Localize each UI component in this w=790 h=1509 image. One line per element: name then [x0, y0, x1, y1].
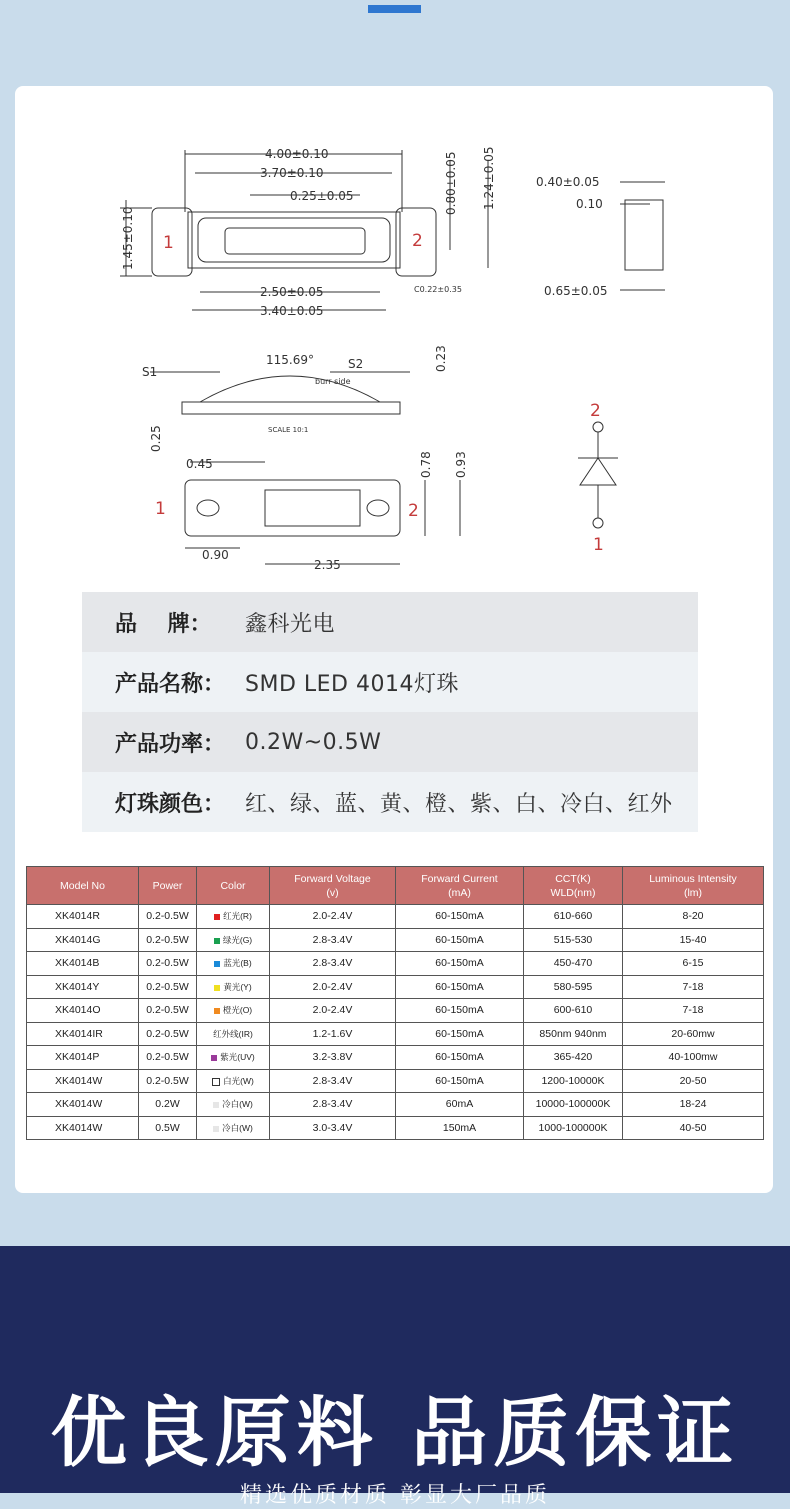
- color-label: 绿光(G): [222, 934, 253, 945]
- table-cell: 60mA: [396, 1093, 524, 1117]
- table-cell: 0.2-0.5W: [139, 952, 197, 976]
- table-cell: 2.8-3.4V: [270, 928, 396, 952]
- table-cell: 40-50: [623, 1116, 764, 1140]
- table-cell: 0.2W: [139, 1093, 197, 1117]
- spec-row-brand: [82, 592, 698, 652]
- pin-label-2: 2: [590, 401, 601, 421]
- table-cell: 40-100mw: [623, 1046, 764, 1070]
- table-cell: 600-610: [524, 999, 623, 1023]
- table-header-cell: Forward Current (mA): [396, 867, 524, 905]
- table-cell: 8-20: [623, 905, 764, 929]
- spec-row-power: [82, 712, 698, 772]
- table-cell: 3.2-3.8V: [270, 1046, 396, 1070]
- color-label: 紫光(UV): [220, 1052, 255, 1063]
- table-row: [27, 1116, 764, 1140]
- pin-label-2: 2: [412, 231, 423, 251]
- table-cell: XK4014W: [27, 1069, 139, 1093]
- table-cell: [197, 1116, 270, 1140]
- table-cell: 0.2-0.5W: [139, 1022, 197, 1046]
- spec-list: [82, 592, 698, 832]
- table-header-row: [27, 867, 764, 905]
- dim-text: 0.23: [434, 345, 448, 372]
- pin-label-1: 1: [163, 233, 174, 253]
- package-body: [188, 212, 400, 268]
- table-cell: 0.2-0.5W: [139, 928, 197, 952]
- dim-text: C0.22±0.35: [414, 285, 462, 294]
- table-cell: XK4014G: [27, 928, 139, 952]
- dimension-drawing: [90, 140, 710, 580]
- table-cell: 2.8-3.4V: [270, 952, 396, 976]
- spec-value: 鑫科光电: [245, 611, 336, 637]
- profile-dome: [200, 376, 380, 402]
- spec-label: 品 牌：: [115, 611, 212, 637]
- bottom-pad-hole-right: [367, 500, 389, 516]
- table-cell: [197, 1022, 270, 1046]
- drawing-svg: [90, 140, 710, 580]
- table-cell: 60-150mA: [396, 975, 524, 999]
- color-swatch-icon: [214, 985, 220, 991]
- dim-text: burr side: [315, 377, 351, 386]
- color-label: 白光(W): [223, 1075, 254, 1086]
- table-row: [27, 1022, 764, 1046]
- spec-value: 0.2W~0.5W: [245, 729, 382, 755]
- table-cell: 60-150mA: [396, 952, 524, 976]
- table-cell: 15-40: [623, 928, 764, 952]
- table-row: [27, 952, 764, 976]
- table-cell: 0.2-0.5W: [139, 905, 197, 929]
- table-header-cell: Luminous Intensity (lm): [623, 867, 764, 905]
- table-cell: 365-420: [524, 1046, 623, 1070]
- dim-text: 0.80±0.05: [444, 151, 458, 215]
- table-cell: 0.5W: [139, 1116, 197, 1140]
- table-cell: XK4014P: [27, 1046, 139, 1070]
- dim-text: 1.45±0.10: [121, 206, 135, 270]
- lens-inner: [225, 228, 365, 254]
- table-cell: 3.0-3.4V: [270, 1116, 396, 1140]
- table-cell: 2.0-2.4V: [270, 905, 396, 929]
- table-header-cell: CCT(K) WLD(nm): [524, 867, 623, 905]
- table-cell: [197, 905, 270, 929]
- table-cell: 850nm 940nm: [524, 1022, 623, 1046]
- table-header-cell: Model No: [27, 867, 139, 905]
- table-cell: [197, 975, 270, 999]
- dim-text: 3.70±0.10: [260, 166, 324, 180]
- table-cell: 10000-100000K: [524, 1093, 623, 1117]
- dim-text: SCALE 10:1: [268, 426, 309, 434]
- table-cell: 7-18: [623, 975, 764, 999]
- dim-text: 0.25±0.05: [290, 189, 354, 203]
- diode-anode-pin: [593, 422, 603, 432]
- table-cell: 1000-100000K: [524, 1116, 623, 1140]
- table-cell: [197, 1046, 270, 1070]
- table-cell: 515-530: [524, 928, 623, 952]
- bottom-view-outline: [185, 480, 400, 536]
- spec-value: 红、绿、蓝、黄、橙、紫、白、冷白、红外: [245, 791, 673, 817]
- dim-text: S1: [142, 365, 158, 379]
- dim-text: 0.90: [202, 548, 229, 562]
- table-cell: 60-150mA: [396, 1046, 524, 1070]
- color-swatch-icon: [212, 1078, 220, 1086]
- pin-label-2: 2: [408, 501, 419, 521]
- table-cell: 150mA: [396, 1116, 524, 1140]
- table-cell: [197, 952, 270, 976]
- table-cell: 0.2-0.5W: [139, 999, 197, 1023]
- table-header-cell: Power: [139, 867, 197, 905]
- dim-text: 0.10: [576, 197, 603, 211]
- profile-base: [182, 402, 400, 414]
- table-cell: 1200-10000K: [524, 1069, 623, 1093]
- color-label: 蓝光(B): [223, 958, 252, 969]
- table-cell: 0.2-0.5W: [139, 1069, 197, 1093]
- table-cell: 1.2-1.6V: [270, 1022, 396, 1046]
- table-header-cell: Forward Voltage (v): [270, 867, 396, 905]
- spec-label: 产品名称：: [115, 671, 226, 697]
- pin-label-1: 1: [593, 535, 604, 555]
- table-body: [27, 905, 764, 1140]
- dim-text: 0.65±0.05: [544, 284, 608, 298]
- dim-text: 2.50±0.05: [260, 285, 324, 299]
- color-label: 冷白(W): [222, 1099, 253, 1110]
- table-row: [27, 1093, 764, 1117]
- table-cell: 2.0-2.4V: [270, 999, 396, 1023]
- color-swatch-icon: [214, 961, 220, 967]
- dim-text: S2: [348, 357, 364, 371]
- table-cell: XK4014Y: [27, 975, 139, 999]
- table-cell: 2.0-2.4V: [270, 975, 396, 999]
- table-cell: 60-150mA: [396, 1069, 524, 1093]
- table-cell: [197, 1093, 270, 1117]
- dim-text: 0.25: [149, 425, 163, 452]
- dim-text: 0.78: [419, 451, 433, 478]
- table-cell: 60-150mA: [396, 928, 524, 952]
- dim-text: 4.00±0.10: [265, 147, 329, 161]
- table-cell: 7-18: [623, 999, 764, 1023]
- dim-text: 2.35: [314, 558, 341, 572]
- table-cell: 60-150mA: [396, 905, 524, 929]
- spec-row-product-name: [82, 652, 698, 712]
- table-cell: 60-150mA: [396, 999, 524, 1023]
- dim-text: 1.24±0.05: [482, 146, 496, 210]
- dim-text: 115.69°: [266, 353, 314, 367]
- dim-text: 0.93: [454, 451, 468, 478]
- banner-subtitle: 精选优质材质 彰显大厂品质: [240, 1483, 550, 1508]
- color-label: 红光(R): [223, 911, 252, 922]
- color-swatch-icon: [214, 914, 220, 920]
- spec-label: 产品功率：: [115, 731, 226, 757]
- table-row: [27, 999, 764, 1023]
- dim-text: 3.40±0.05: [260, 304, 324, 318]
- spec-label: 灯珠颜色：: [115, 791, 226, 817]
- dim-text: 0.40±0.05: [536, 175, 600, 189]
- color-swatch-icon: [213, 1126, 219, 1132]
- table-row: [27, 905, 764, 929]
- bottom-thermal-pad: [265, 490, 360, 526]
- side-view-body: [625, 200, 663, 270]
- table-cell: XK4014W: [27, 1093, 139, 1117]
- table-cell: 450-470: [524, 952, 623, 976]
- table-row: [27, 928, 764, 952]
- spec-row-colors: [82, 772, 698, 832]
- pin-label-1: 1: [155, 499, 166, 519]
- color-label: 黄光(Y): [223, 981, 252, 992]
- table-cell: 18-24: [623, 1093, 764, 1117]
- color-label: 红外线(IR): [213, 1028, 253, 1039]
- table-cell: 0.2-0.5W: [139, 1046, 197, 1070]
- table-cell: 610-660: [524, 905, 623, 929]
- bottom-pad-hole-left: [197, 500, 219, 516]
- diode-triangle: [580, 458, 616, 485]
- table-row: [27, 975, 764, 999]
- color-swatch-icon: [213, 1102, 219, 1108]
- table-row: [27, 1046, 764, 1070]
- table-cell: XK4014B: [27, 952, 139, 976]
- color-swatch-icon: [211, 1055, 217, 1061]
- table-cell: [197, 1069, 270, 1093]
- color-swatch-icon: [214, 938, 220, 944]
- table-header-cell: Color: [197, 867, 270, 905]
- table-cell: 2.8-3.4V: [270, 1069, 396, 1093]
- banner-title: 优良原料 品质保证: [50, 1388, 740, 1477]
- spec-table: [26, 866, 764, 1140]
- color-swatch-icon: [214, 1008, 220, 1014]
- table-cell: 0.2-0.5W: [139, 975, 197, 999]
- table-cell: 60-150mA: [396, 1022, 524, 1046]
- table-cell: [197, 928, 270, 952]
- table-row: [27, 1069, 764, 1093]
- lens-outer: [198, 218, 390, 262]
- table-cell: XK4014IR: [27, 1022, 139, 1046]
- dim-text: 0.45: [186, 457, 213, 471]
- table-cell: 580-595: [524, 975, 623, 999]
- spec-value: SMD LED 4014灯珠: [245, 671, 459, 697]
- table-cell: XK4014W: [27, 1116, 139, 1140]
- table-cell: 20-50: [623, 1069, 764, 1093]
- color-label: 橙光(O): [222, 1005, 253, 1016]
- table-cell: [197, 999, 270, 1023]
- table-cell: 2.8-3.4V: [270, 1093, 396, 1117]
- top-accent-bar: [368, 5, 421, 13]
- table-cell: XK4014R: [27, 905, 139, 929]
- diode-cathode-pin: [593, 518, 603, 528]
- table-cell: 6-15: [623, 952, 764, 976]
- table-cell: 20-60mw: [623, 1022, 764, 1046]
- table-cell: XK4014O: [27, 999, 139, 1023]
- color-label: 冷白(W): [222, 1122, 253, 1133]
